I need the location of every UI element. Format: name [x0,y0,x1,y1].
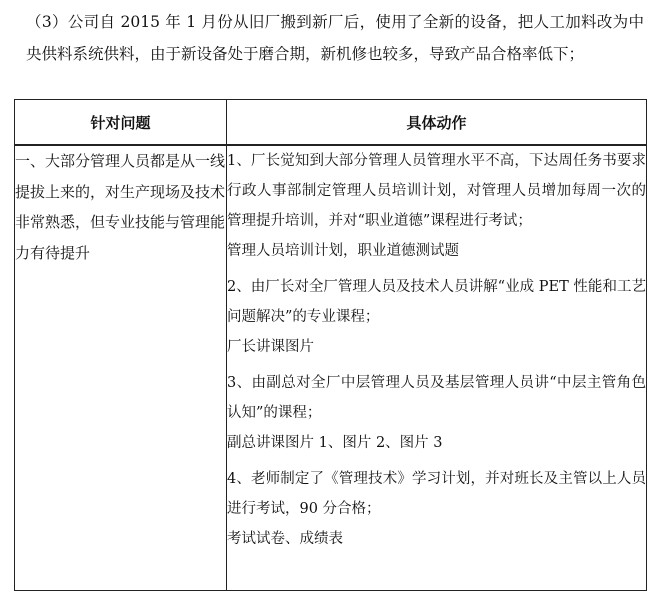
action-item-1: 1、厂长觉知到大部分管理人员管理水平不高，下达周任务书要求行政人事部制定管理人员培训计划，对管理人员增加每周一次的管理提升培训，并对“职业道德”课程进行考试； [227,153,646,229]
action-evidence-1: 管理人员培训计划，职业道德测试题 [227,243,459,259]
action-item-3: 3、由副总对全厂中层管理人员及基层管理人员讲“中层主管角色认知”的课程； [227,375,646,421]
issues-table [14,99,647,591]
action-evidence-2: 厂长讲课图片 [227,339,314,355]
action-cell [227,145,647,591]
intro-paragraph: （3）公司自 2015 年 1 月份从旧厂搬到新厂后，使用了全新的设备，把人工加料改为中央供料系统供料，由于新设备处于磨合期，新机修也较多，导致产品合格率低下； [26,13,644,63]
action-evidence-3: 副总讲课图片 1、图片 2、图片 3 [227,435,443,451]
header-action: 具体动作 [227,100,647,146]
table-header-row [15,100,647,146]
header-problem: 针对问题 [15,100,227,146]
action-evidence-4: 考试试卷、成绩表 [227,531,343,547]
action-item-4: 4、老师制定了《管理技术》学习计划，并对班长及主管以上人员进行考试，90 分合格； [227,471,646,517]
table-row [15,145,647,591]
problem-text: 一、大部分管理人员都是从一线提拔上来的，对生产现场及技术非常熟悉，但专业技能与管理能力有待提升 [15,152,226,262]
action-item-2: 2、由厂长对全厂管理人员及技术人员讲解“业成 PET 性能和工艺问题解决”的专业课程； [227,279,646,325]
problem-cell [15,145,227,591]
